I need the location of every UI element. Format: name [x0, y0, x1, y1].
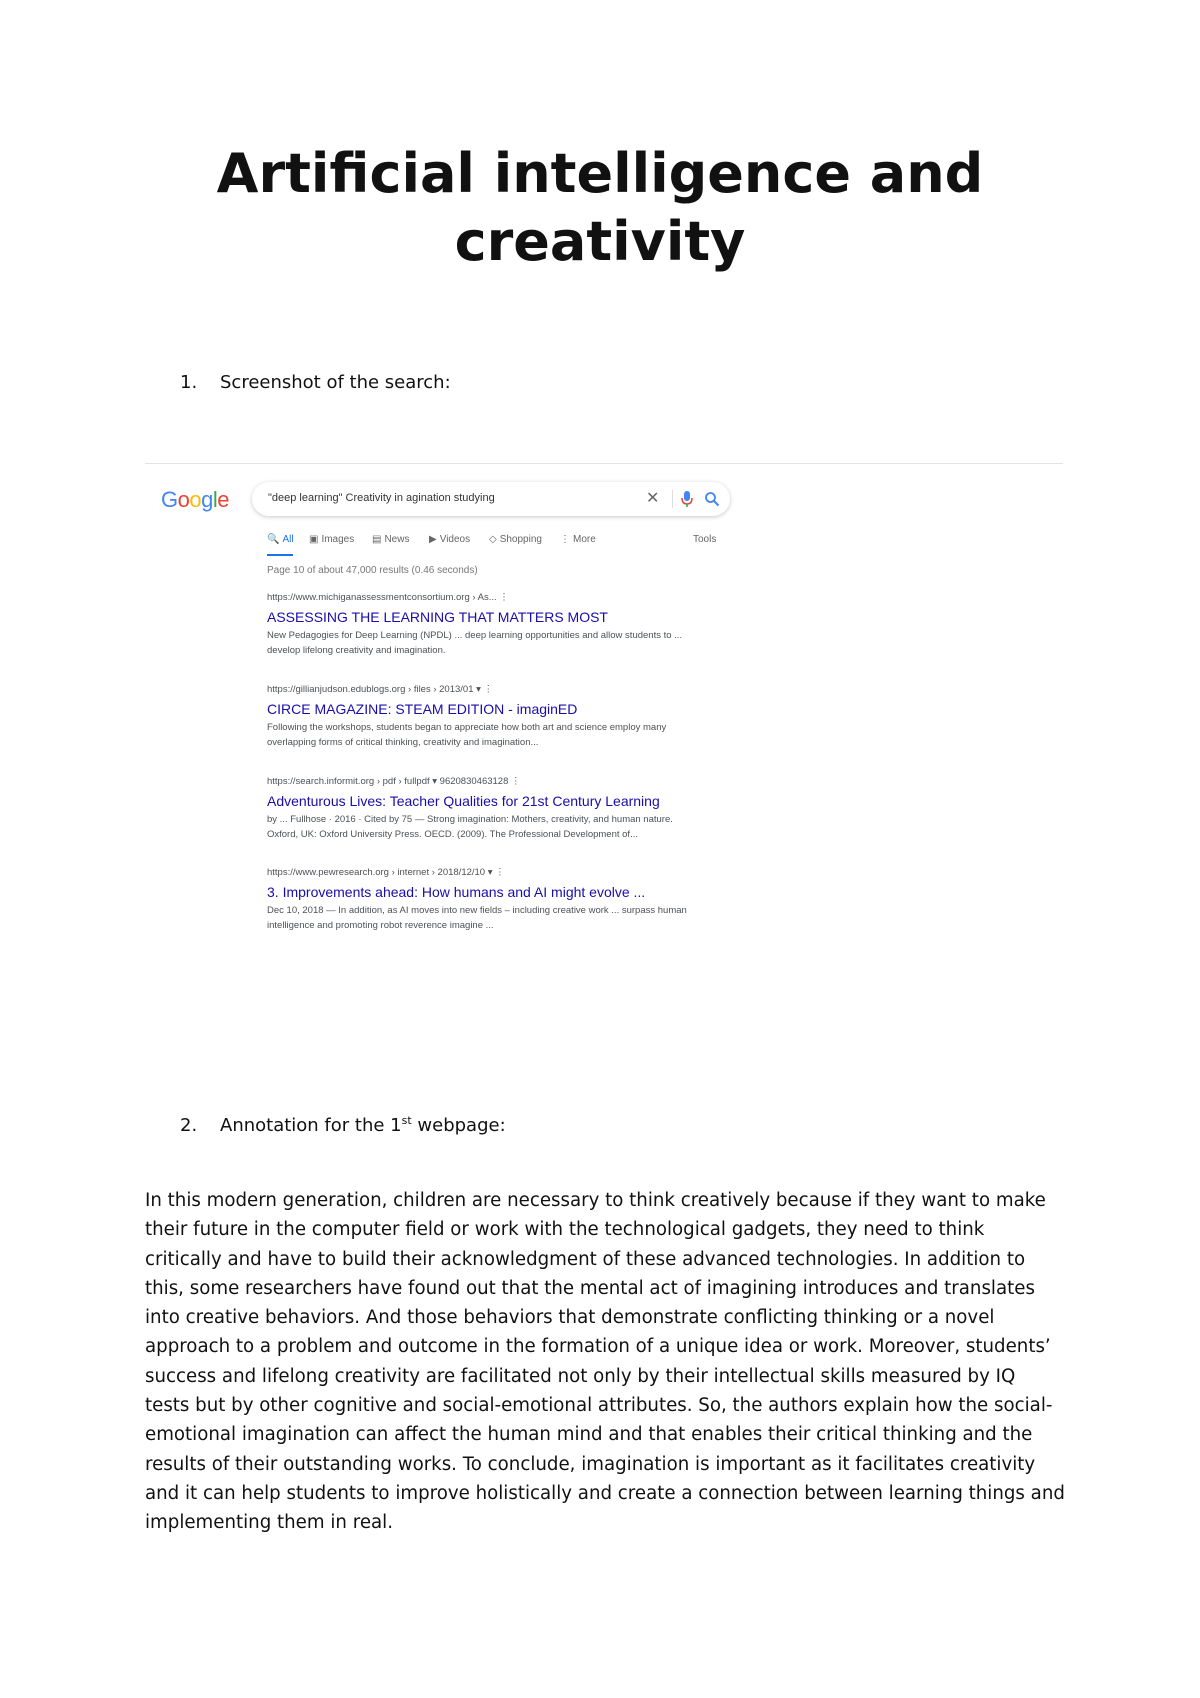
list-number: 2. [180, 1115, 198, 1136]
result-url[interactable]: https://search.informit.org › pdf › fullpdf ▾ 9620830463128 ⋮ [267, 776, 521, 787]
tab-videos[interactable] [429, 534, 470, 545]
search-icon: 🔍 [267, 534, 280, 545]
result-snippet: by ... Fullhose · 2016 · Cited by 75 — Strong imagination: Mothers, creativity, and human nature. Oxford, UK: Oxford University Press. OECD. (2009). The Professional Development of... [267, 814, 673, 840]
tab-label: Videos [439, 534, 471, 545]
search-icon[interactable] [704, 491, 720, 507]
search-divider [672, 490, 673, 508]
title-line-2: creativity [454, 210, 746, 273]
logo-letter: e [217, 487, 230, 512]
logo-letter: o [177, 487, 190, 512]
result-stats: Page 10 of about 47,000 results (0.46 seconds) [267, 565, 478, 576]
logo-letter: g [201, 487, 213, 512]
mic-icon[interactable] [680, 490, 694, 508]
result-url[interactable]: https://gillianjudson.edublogs.org › files › 2013/01 ▾ ⋮ [267, 684, 494, 695]
title-line-1: Artificial intelligence and [216, 142, 984, 205]
search-result [267, 866, 697, 933]
tab-label: More [573, 534, 596, 545]
search-input[interactable] [252, 482, 730, 516]
result-title-link[interactable]: ASSESSING THE LEARNING THAT MATTERS MOST [267, 609, 608, 625]
list-text: webpage: [411, 1115, 506, 1136]
tab-label: Shopping [499, 534, 542, 545]
news-icon: ▤ [372, 534, 382, 545]
tab-label: Images [321, 534, 355, 545]
tab-label: All [282, 534, 294, 545]
tab-shopping[interactable] [489, 534, 542, 545]
list-number: 1. [180, 372, 198, 393]
list-text: Annotation for the 1 [220, 1115, 402, 1136]
image-icon: ▣ [309, 534, 319, 545]
search-tabs [267, 534, 727, 554]
result-title-link[interactable]: 3. Improvements ahead: How humans and AI might evolve ... [267, 884, 646, 900]
search-result [267, 591, 697, 658]
more-icon: ⋮ [560, 534, 570, 545]
list-item-1 [180, 372, 451, 393]
list-text: Screenshot of the search: [220, 372, 451, 393]
list-item-2 [180, 1114, 506, 1136]
search-result [267, 775, 697, 842]
tab-images[interactable] [309, 534, 354, 545]
result-url[interactable]: https://www.michiganassessmentconsortium.org › As... ⋮ [267, 592, 509, 603]
search-result [267, 683, 697, 750]
ordinal-suffix: st [401, 1114, 412, 1127]
document-title [150, 140, 1050, 276]
tab-label: News [384, 534, 410, 545]
logo-letter: l [212, 487, 218, 512]
tab-all[interactable] [267, 534, 294, 545]
google-logo [161, 487, 229, 513]
result-url[interactable]: https://www.pewresearch.org › internet › 2018/12/10 ▾ ⋮ [267, 867, 505, 878]
logo-letter: G [161, 487, 178, 512]
close-icon[interactable]: ✕ [646, 488, 660, 507]
tag-icon: ◇ [489, 534, 497, 545]
tab-news[interactable] [372, 534, 409, 545]
active-tab-indicator [267, 554, 293, 556]
result-title-link[interactable]: CIRCE MAGAZINE: STEAM EDITION - imaginED [267, 701, 578, 717]
logo-letter: o [189, 487, 202, 512]
annotation-paragraph: In this modern generation, children are necessary to think creatively because if they want to make their future in the computer field or work with the technological gadgets, they need to think critically and have to build their acknowledgment of these advanced technologies. In addition to this, some researchers have found out that the mental act of imagining introduces and translates into creative behaviors. And those behaviors that demonstrate conflicting thinking or a novel approach to a problem and outcome in the formation of a unique idea or work. Moreover, students’ success and lifelong creativity are facilitated not only by their intellectual skills measured by IQ tests but by other cognitive and social-emotional attributes. So, the authors explain how the social-emotional imagination can affect the human mind and that enables their critical thinking and the results of their outstanding works. To conclude, imagination is important as it facilitates creativity and it can help students to improve holistically and create a connection between learning things and implementing them in real. [145, 1190, 1065, 1534]
tab-tools[interactable]: Tools [693, 534, 717, 545]
search-query-text: "deep learning" Creativity in agination studying [268, 492, 495, 504]
result-snippet: New Pedagogies for Deep Learning (NPDL) ... deep learning opportunities and allow students to ... develop lifelong creativity and imagination. [267, 630, 683, 656]
screenshot-top-divider [145, 463, 1063, 464]
result-title-link[interactable]: Adventurous Lives: Teacher Qualities for 21st Century Learning [267, 793, 660, 809]
result-snippet: Dec 10, 2018 — In addition, as AI moves into new fields – including creative work ... surpass human intelligence and promoting robot reverence imagine ... [267, 905, 687, 931]
result-snippet: Following the workshops, students began to appreciate how both art and science employ many overlapping forms of critical thinking, creativity and imagination... [267, 722, 667, 748]
video-icon: ▶ [429, 534, 437, 545]
tab-more[interactable] [560, 534, 596, 545]
